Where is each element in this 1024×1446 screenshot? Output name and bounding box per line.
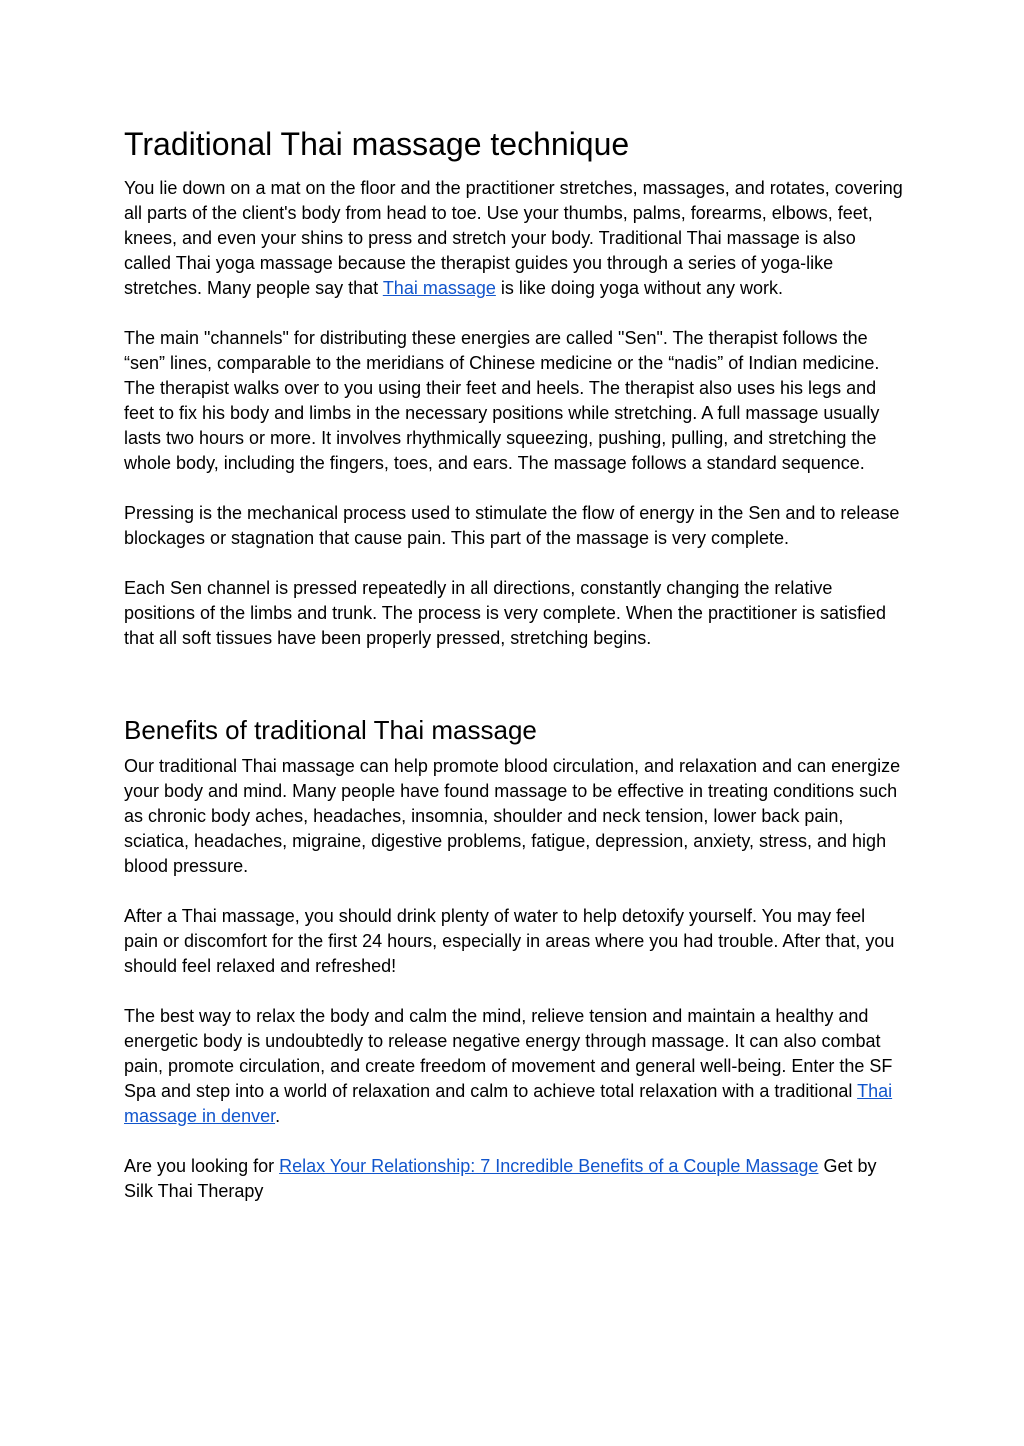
section-heading-technique: Traditional Thai massage technique: [124, 126, 630, 162]
paragraph-text: You lie down on a mat on the floor and the practitioner stretches, massages, and rotates, covering all parts of the client's body from head to toe. Use your thumbs, palms, forearms, elbows, feet, knees, and even your shins to press and stretch your body. Traditional Thai massage is also called Thai yoga massage because the therapist guides you through a series of yoga-like stretches. Many people say that: [124, 178, 903, 298]
section-heading-benefits: Benefits of traditional Thai massage: [124, 715, 537, 745]
paragraph-text: is like doing yoga without any work.: [495, 278, 784, 298]
paragraph-looking-for: [124, 1154, 904, 1204]
paragraph-text: .: [275, 1106, 281, 1126]
paragraph-benefits: Our traditional Thai massage can help promote blood circulation, and relaxation and can energize your body and mind. Many people have found massage to be effective in treating conditions such as chronic body aches, headaches, insomnia, shoulder and neck tension, lower back pain, sciatica, headaches, migraine, digestive problems, fatigue, depression, anxiety, stress, and high blood pressure.: [124, 756, 901, 876]
paragraph-text: Are you looking for: [124, 1156, 280, 1176]
couple-massage-link[interactable]: Relax Your Relationship: 7 Incredible Benefits of a Couple Massage: [279, 1156, 819, 1176]
paragraph-text: The best way to relax the body and calm the mind, relieve tension and maintain a healthy and energetic body is undoubtedly to release negative energy through massage. It can also combat pain, promote circulation, and create freedom of movement and general well-being. Enter the SF Spa and step into a world of relaxation and calm to achieve total relaxation with a traditional: [124, 1006, 893, 1101]
paragraph-sen-pressed: Each Sen channel is pressed repeatedly in all directions, constantly changing the relative positions of the limbs and trunk. The process is very complete. When the practitioner is satisfied that all soft tissues have been properly pressed, stretching begins.: [124, 578, 887, 648]
paragraph-after-massage: After a Thai massage, you should drink plenty of water to help detoxify yourself. You may feel pain or discomfort for the first 24 hours, especially in areas where you had trouble. After that, you should feel relaxed and refreshed!: [124, 906, 895, 976]
paragraph-sen-channels: The main "channels" for distributing these energies are called "Sen". The therapist follows the “sen” lines, comparable to the meridians of Chinese medicine or the “nadis” of Indian medicine. The therapist walks over to you using their feet and heels. The therapist also uses his legs and feet to fix his body and limbs in the necessary positions while stretching. A full massage usually lasts two hours or more. It involves rhythmically squeezing, pushing, pulling, and stretching the whole body, including the fingers, toes, and ears. The massage follows a standard sequence.: [124, 328, 880, 473]
thai-massage-link[interactable]: Thai massage: [382, 278, 496, 298]
paragraph-pressing: Pressing is the mechanical process used to stimulate the flow of energy in the Sen and to release blockages or stagnation that cause pain. This part of the massage is very complete.: [124, 503, 900, 548]
paragraph-text: Get by Silk Thai Therapy: [124, 1156, 877, 1201]
document-page: [124, 122, 904, 1229]
paragraph-best-way: [124, 1004, 904, 1129]
paragraph-technique-intro: [124, 176, 904, 301]
thai-massage-denver-link[interactable]: Thai massage in denver: [124, 1081, 893, 1126]
section-spacer: [124, 676, 904, 712]
